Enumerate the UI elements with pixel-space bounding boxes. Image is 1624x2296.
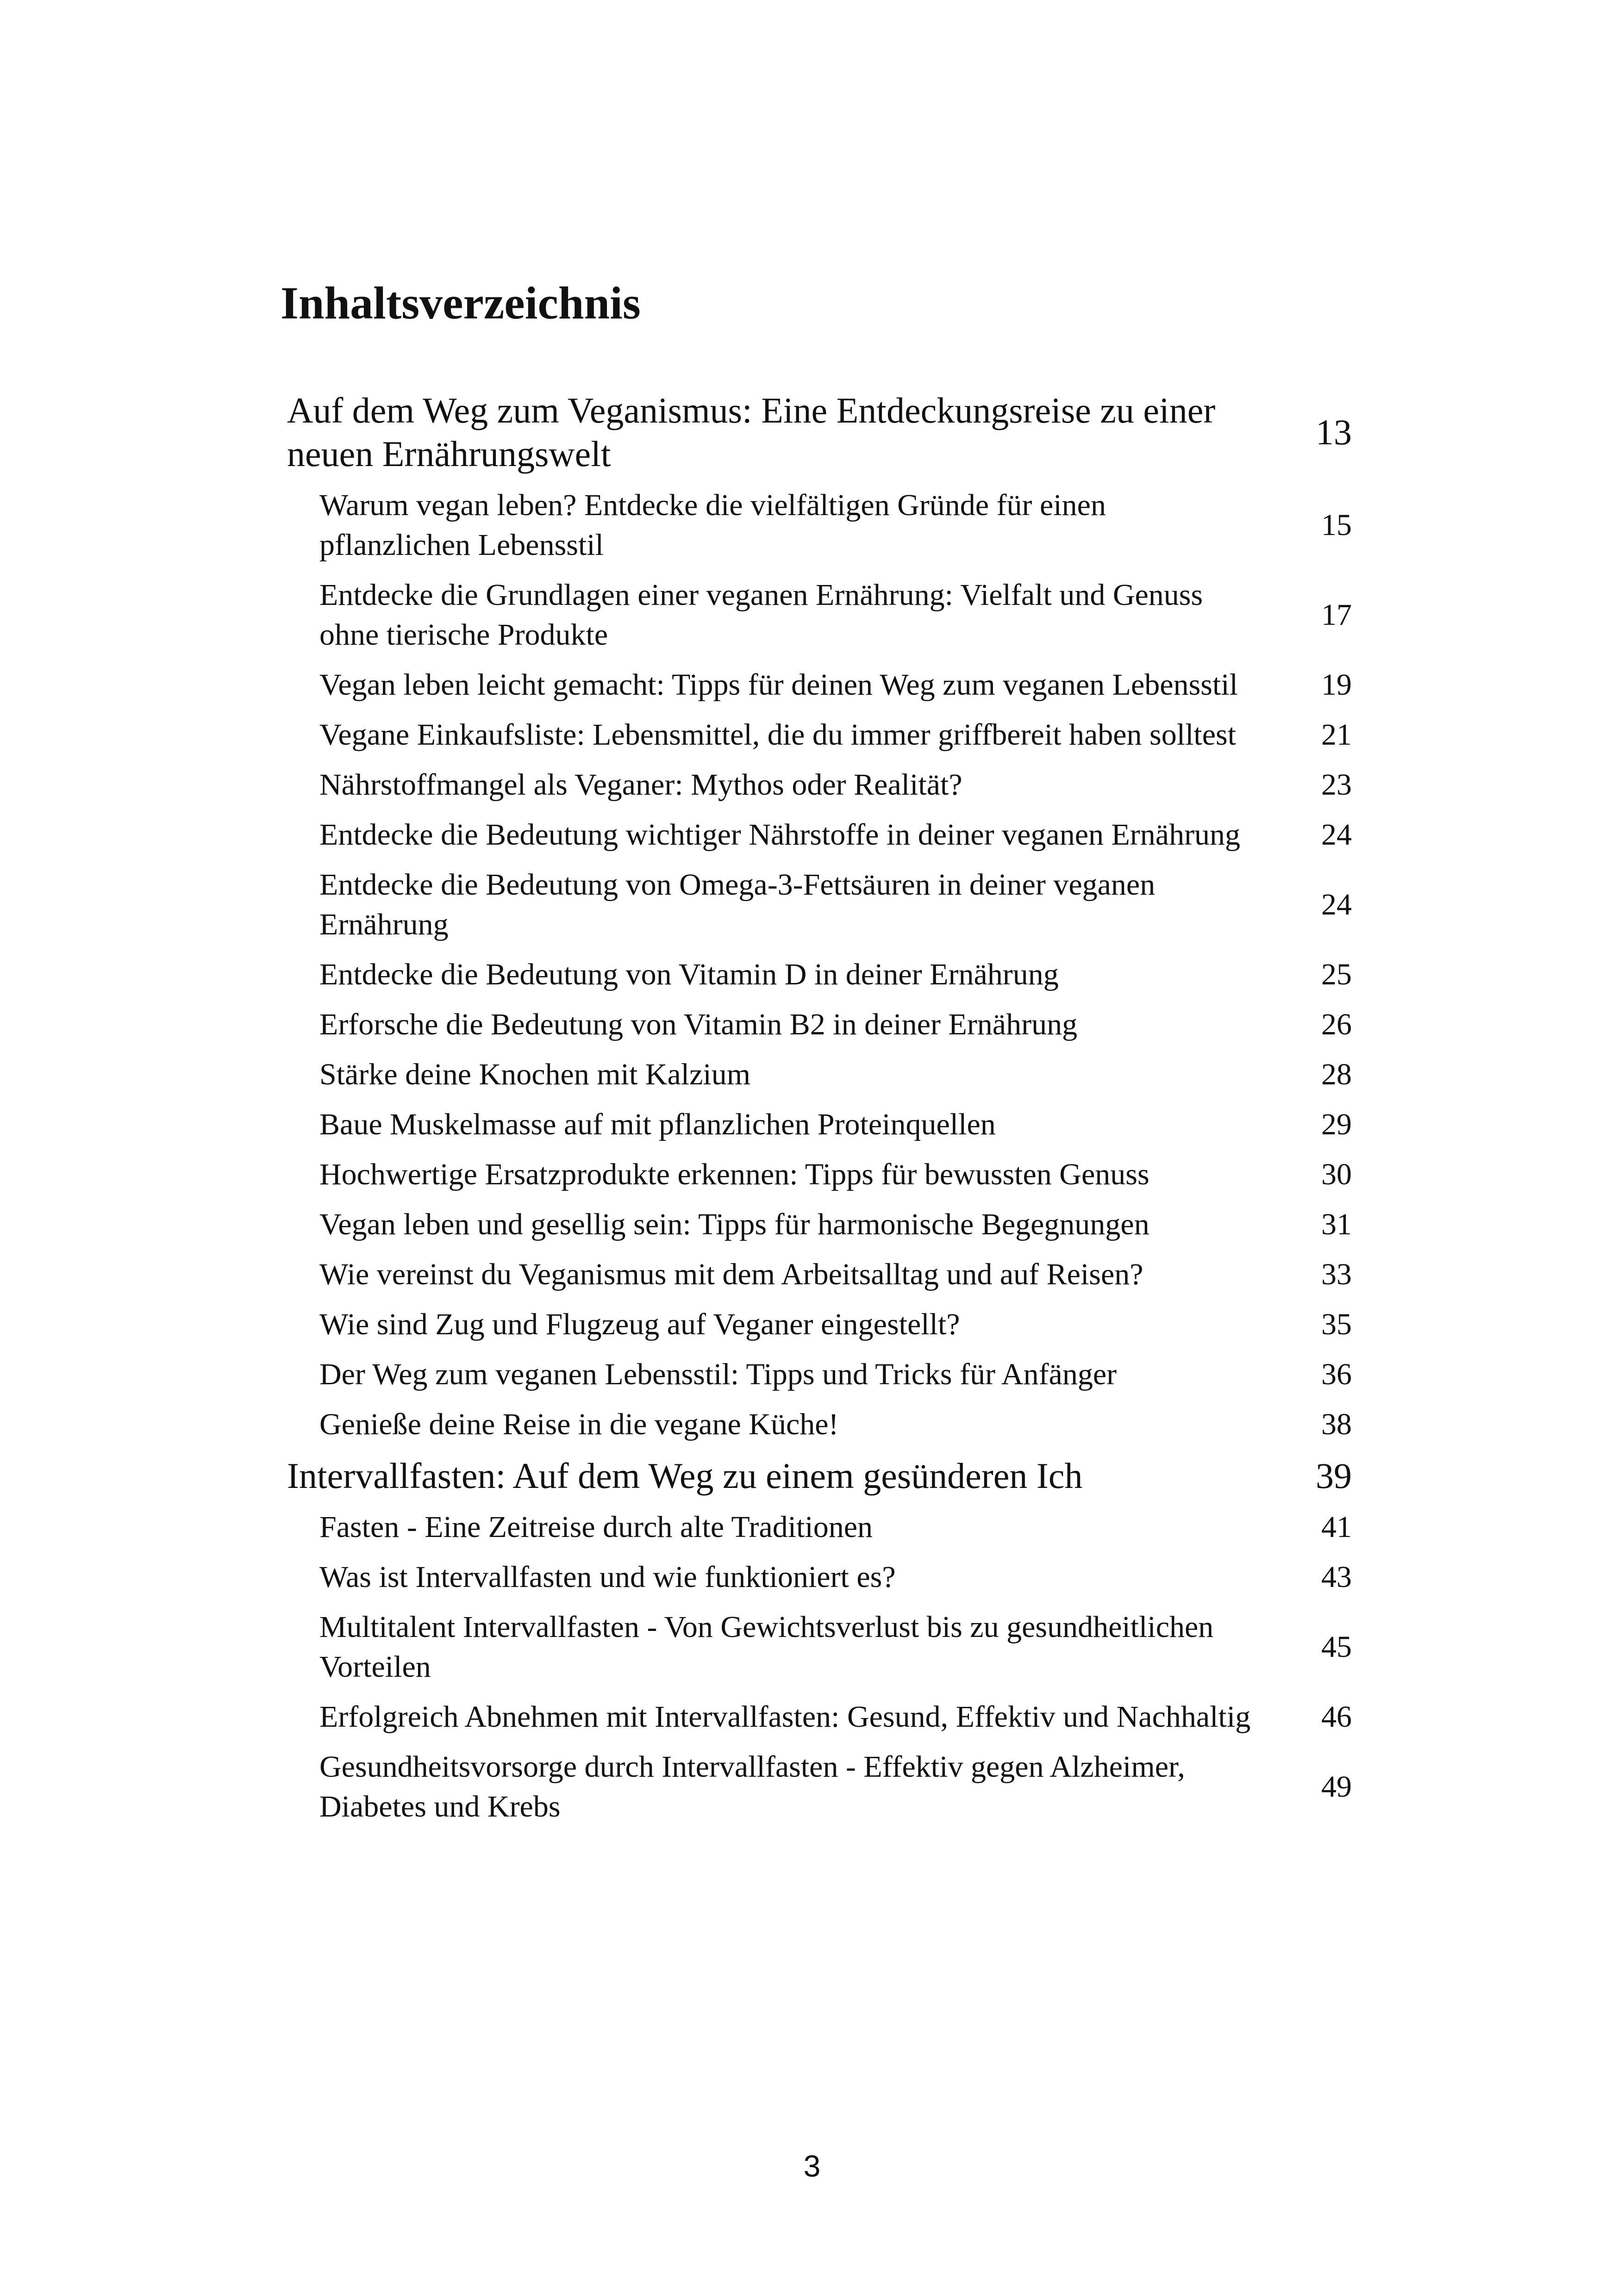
toc-entry-title: Erfolgreich Abnehmen mit Intervallfasten: Gesund, Effektiv und Nachhaltig (319, 1700, 1251, 1734)
toc-section-entry (287, 1050, 1352, 1100)
toc-entry-title: Vegan leben leicht gemacht: Tipps für deinen Weg zum veganen Lebensstil (319, 668, 1238, 702)
toc-section-entry (287, 1350, 1352, 1400)
toc-entry-page-number: 13 (1316, 412, 1352, 452)
toc-entry-title: Entdecke die Bedeutung wichtiger Nährstoffe in deiner veganen Ernährung (319, 818, 1241, 852)
toc-entry-page-number: 38 (1321, 1407, 1352, 1441)
toc-section-entry (287, 1400, 1352, 1450)
toc-entry-title: Hochwertige Ersatzprodukte erkennen: Tipps für bewussten Genuss (319, 1157, 1149, 1191)
toc-entry-page-number: 41 (1321, 1510, 1352, 1544)
toc-entry-title: Stärke deine Knochen mit Kalzium (319, 1058, 751, 1091)
toc-entry-page-number: 28 (1321, 1058, 1352, 1091)
toc-entry-page-number: 35 (1321, 1307, 1352, 1341)
toc-entry-page-number: 43 (1321, 1560, 1352, 1594)
toc-entry-page-number: 19 (1321, 668, 1352, 702)
toc-entry-page-number: 25 (1321, 958, 1352, 991)
toc-entry-page-number: 30 (1321, 1157, 1352, 1191)
toc-entry-title: Vegane Einkaufsliste: Lebensmittel, die du immer griffbereit haben solltest (319, 718, 1237, 752)
toc-section-entry (287, 1250, 1352, 1300)
toc-section-entry (287, 1602, 1352, 1692)
toc-entry-title: Auf dem Weg zum Veganismus: Eine Entdeckungsreise zu einer neuen Ernährungswelt (287, 390, 1216, 474)
toc-section-entry (287, 1150, 1352, 1200)
toc-entry-page-number: 36 (1321, 1357, 1352, 1391)
toc-entry-title: Entdecke die Grundlagen einer veganen Ernährung: Vielfalt und Genuss ohne tierische Produkte (319, 578, 1203, 652)
toc-entry-page-number: 21 (1321, 718, 1352, 752)
toc-chapter-entry (287, 1450, 1352, 1502)
toc-section-entry (287, 1742, 1352, 1832)
toc-entry-title: Baue Muskelmasse auf mit pflanzlichen Proteinquellen (319, 1108, 996, 1141)
toc-section-entry (287, 810, 1352, 860)
toc-section-entry (287, 760, 1352, 810)
toc-section-entry (287, 660, 1352, 710)
toc-section-entry (287, 1100, 1352, 1150)
toc-entry-page-number: 49 (1321, 1770, 1352, 1804)
toc-entry-page-number: 46 (1321, 1700, 1352, 1734)
toc-section-entry (287, 1552, 1352, 1602)
toc-entry-title: Intervallfasten: Auf dem Weg zu einem gesünderen Ich (287, 1456, 1083, 1496)
toc-entry-title: Nährstoffmangel als Veganer: Mythos oder Realität? (319, 768, 962, 802)
toc-section-entry (287, 480, 1352, 570)
toc-entry-page-number: 17 (1321, 598, 1352, 632)
toc-list (287, 384, 1352, 1832)
toc-entry-page-number: 15 (1321, 508, 1352, 542)
toc-entry-page-number: 24 (1321, 818, 1352, 852)
toc-entry-title: Warum vegan leben? Entdecke die vielfältigen Gründe für einen pflanzlichen Lebensstil (319, 488, 1106, 562)
toc-section-entry (287, 1300, 1352, 1350)
toc-entry-page-number: 45 (1321, 1630, 1352, 1664)
toc-section-entry (287, 570, 1352, 660)
page-number: 3 (803, 2149, 821, 2183)
toc-entry-title: Gesundheitsvorsorge durch Intervallfasten - Effektiv gegen Alzheimer, Diabetes und Krebs (319, 1750, 1185, 1823)
toc-section-entry (287, 1000, 1352, 1050)
toc-entry-page-number: 26 (1321, 1008, 1352, 1041)
toc-entry-page-number: 23 (1321, 768, 1352, 802)
toc-entry-page-number: 31 (1321, 1207, 1352, 1241)
toc-entry-title: Wie sind Zug und Flugzeug auf Veganer eingestellt? (319, 1307, 960, 1341)
toc-entry-title: Multitalent Intervallfasten - Von Gewichtsverlust bis zu gesundheitlichen Vorteilen (319, 1610, 1214, 1684)
toc-entry-title: Der Weg zum veganen Lebensstil: Tipps und Tricks für Anfänger (319, 1357, 1117, 1391)
toc-entry-title: Erforsche die Bedeutung von Vitamin B2 in deiner Ernährung (319, 1008, 1078, 1041)
toc-entry-page-number: 29 (1321, 1108, 1352, 1141)
toc-chapter-entry (287, 384, 1352, 480)
toc-section-entry (287, 950, 1352, 1000)
toc-section-entry (287, 1200, 1352, 1250)
toc-section-entry (287, 1502, 1352, 1552)
toc-section-entry (287, 710, 1352, 760)
toc-entry-page-number: 24 (1321, 888, 1352, 921)
toc-heading: Inhaltsverzeichnis (281, 277, 641, 329)
toc-entry-title: Entdecke die Bedeutung von Omega-3-Fettsäuren in deiner veganen Ernährung (319, 868, 1156, 941)
toc-entry-title: Wie vereinst du Veganismus mit dem Arbeitsalltag und auf Reisen? (319, 1257, 1143, 1291)
toc-entry-title: Entdecke die Bedeutung von Vitamin D in deiner Ernährung (319, 958, 1059, 991)
toc-entry-title: Vegan leben und gesellig sein: Tipps für harmonische Begegnungen (319, 1207, 1149, 1241)
toc-entry-page-number: 39 (1316, 1456, 1352, 1496)
toc-entry-title: Genieße deine Reise in die vegane Küche! (319, 1407, 839, 1441)
toc-entry-title: Was ist Intervallfasten und wie funktioniert es? (319, 1560, 896, 1594)
toc-section-entry (287, 860, 1352, 950)
toc-entry-page-number: 33 (1321, 1257, 1352, 1291)
toc-entry-title: Fasten - Eine Zeitreise durch alte Traditionen (319, 1510, 873, 1544)
toc-section-entry (287, 1692, 1352, 1742)
